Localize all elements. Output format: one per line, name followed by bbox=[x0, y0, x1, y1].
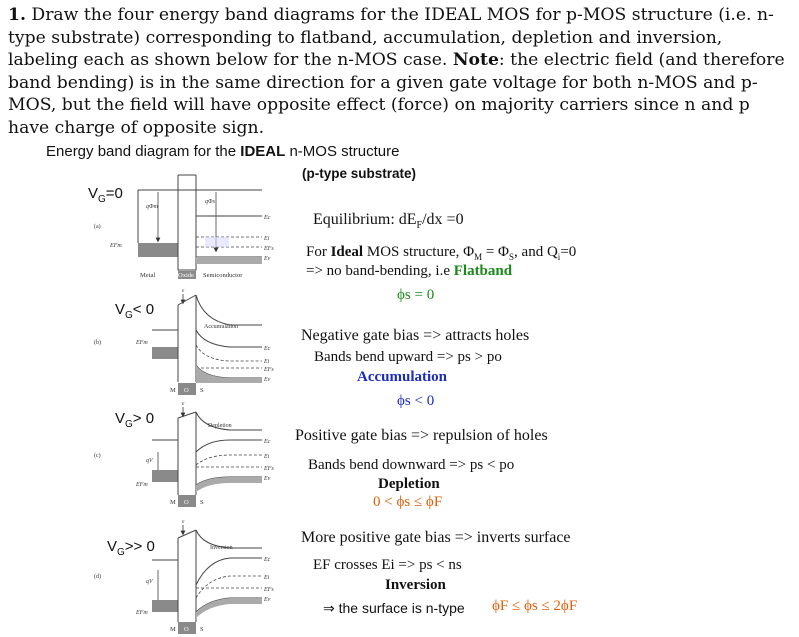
label-efm-a: EFm bbox=[110, 243, 122, 249]
acc-line-3: Accumulation bbox=[357, 369, 447, 385]
eq-line-1: Equilibrium: $dE_F/dx =0$ bbox=[313, 211, 464, 232]
label-efs-b: EFs bbox=[264, 367, 274, 373]
label-ei-a: Ei bbox=[264, 236, 270, 242]
label-qv-d: qV bbox=[146, 579, 153, 585]
acc-line-4: ϕs < 0 bbox=[397, 393, 435, 409]
inv-line-4a: ⇒ the surface is n-type bbox=[323, 600, 465, 616]
dep-line-4: 0 < ϕs ≤ ϕF bbox=[373, 494, 443, 510]
label-efm-b: EFm bbox=[136, 340, 148, 346]
vg-label-a: $V_G=0$ bbox=[88, 185, 123, 205]
acc-line-2: Bands bend upward => ps > po bbox=[314, 349, 502, 365]
label-ev-d: Ev bbox=[264, 597, 271, 603]
label-ev-a: Ev bbox=[264, 256, 271, 262]
diagram-b bbox=[94, 288, 274, 395]
label-metal: Metal bbox=[140, 272, 156, 279]
label-efs-a: EFs bbox=[264, 246, 274, 252]
label-efs-c: EFs bbox=[264, 466, 274, 472]
label-oxide: Oxide bbox=[178, 272, 194, 279]
label-o-c: O bbox=[184, 499, 189, 506]
dep-line-1: Positive gate bias => repulsion of holes bbox=[295, 427, 548, 444]
question-body-1: Draw the four energy band diagrams for the IDEAL MOS for p-MOS structure (i.e. n-type substrate) corresponding to flatband, accumulation, depletion and inversion, labeling each as shown below for the n-MOS case. bbox=[8, 5, 774, 70]
label-accumulation: Accumulation bbox=[204, 324, 238, 330]
label-qv-c: qV bbox=[146, 458, 153, 464]
label-ev-c: Ev bbox=[264, 476, 271, 482]
figure-title: Energy band diagram for the IDEAL n-MOS structure bbox=[46, 143, 400, 160]
label-m-b: M bbox=[170, 387, 176, 394]
label-s-d: S bbox=[200, 626, 204, 633]
label-ec-b: Ec bbox=[264, 346, 271, 352]
diagram-d bbox=[94, 519, 274, 634]
label-m-d: M bbox=[170, 626, 176, 633]
vg-label-c: $V_G> 0$ bbox=[115, 410, 155, 430]
label-field-d: ε bbox=[182, 519, 185, 525]
vg-label-d: $V_G>> 0$ bbox=[107, 538, 155, 558]
label-m-c: M bbox=[170, 499, 176, 506]
label-o-d: O bbox=[184, 626, 189, 633]
dep-line-3: Depletion bbox=[378, 476, 440, 492]
panel-tag-a: (a) bbox=[94, 224, 101, 230]
panel-tag-c: (c) bbox=[94, 453, 101, 459]
label-ei-d: Ei bbox=[264, 575, 270, 581]
vg-label-b: $V_G< 0$ bbox=[115, 301, 155, 321]
eq-line-4: ϕs = 0 bbox=[397, 287, 435, 303]
label-depletion-diagram: Depletion bbox=[208, 423, 232, 429]
label-efs-d: EFs bbox=[264, 587, 274, 593]
diagram-c bbox=[94, 401, 274, 507]
label-o-b: O bbox=[184, 387, 189, 394]
label-field-b: ε bbox=[182, 288, 185, 294]
label-ec-a: Ec bbox=[264, 215, 271, 221]
label-semiconductor: Semiconductor bbox=[203, 272, 243, 279]
question-number: 1. bbox=[8, 5, 26, 25]
acc-line-1: Negative gate bias => attracts holes bbox=[301, 327, 530, 344]
eq-line-3: => no band-bending, i.e Flatband bbox=[306, 263, 513, 279]
panel-tag-b: (b) bbox=[94, 340, 101, 346]
dep-line-2: Bands bend downward => ps < po bbox=[308, 457, 515, 473]
label-efm-d: EFm bbox=[136, 610, 148, 616]
note-label: Note bbox=[452, 50, 499, 70]
question-body-2: : the electric field (and therefore band bending) is in the same direction for a given gate voltage for both n-MOS and p-MOS, but the field will have opposite effect (force) on majority carriers since n and p have charge of opposite sign. bbox=[8, 50, 785, 138]
substrate-label: (p-type substrate) bbox=[302, 166, 417, 181]
label-ei-c: Ei bbox=[264, 454, 270, 460]
label-inversion-diagram: Inversion bbox=[210, 545, 233, 551]
label-field-c: ε bbox=[182, 401, 185, 407]
panel-tag-d: (d) bbox=[94, 574, 101, 580]
inv-line-3: Inversion bbox=[385, 577, 446, 593]
label-s-c: S bbox=[200, 499, 204, 506]
label-ec-c: Ec bbox=[264, 439, 271, 445]
inv-line-1: More positive gate bias => inverts surface bbox=[301, 529, 571, 546]
label-ev-b: Ev bbox=[264, 377, 271, 383]
inv-line-4b: ϕF ≤ ϕs ≤ 2ϕF bbox=[492, 598, 578, 614]
label-s-b: S bbox=[200, 387, 204, 394]
label-ec-d: Ec bbox=[264, 557, 271, 563]
label-efm-c: EFm bbox=[136, 482, 148, 488]
diagram-a bbox=[94, 175, 274, 279]
label-qphis: qΦs bbox=[205, 199, 215, 205]
eq-line-2: For Ideal MOS structure, $\Phi_M = \Phi_S$, and $Q_i=0$ bbox=[306, 244, 577, 262]
label-qphim: qΦm bbox=[146, 204, 158, 210]
inv-line-2: EF crosses Ei => ps < ns bbox=[313, 557, 462, 573]
label-ei-b: Ei bbox=[264, 359, 270, 365]
